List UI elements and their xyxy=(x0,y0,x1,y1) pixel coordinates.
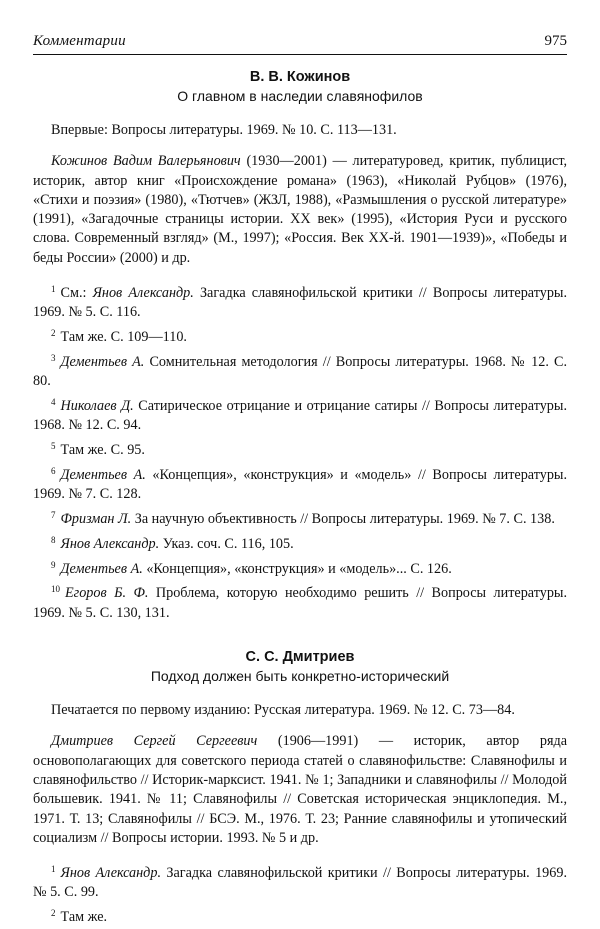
footnote-number: 9 xyxy=(51,559,56,570)
section-dmitriev xyxy=(33,649,567,927)
footnote-author: Янов Александр. xyxy=(60,535,160,552)
footnote-text: Сомнительная методология // Вопросы литературы. 1968. № 12. С. 80. xyxy=(33,353,568,390)
footnotes xyxy=(33,860,567,927)
footnote-text: Там же. С. 109—110. xyxy=(60,329,187,346)
section-author: С. С. Дмитриев xyxy=(245,649,355,666)
section-title: Подход должен быть конкретно-исторический xyxy=(150,668,450,685)
footnote-text: «Концепция», «конструкция» и «модель» // Вопросы литературы. 1969. № 7. С. 128. xyxy=(33,466,568,503)
footnote xyxy=(33,393,567,436)
footnote-text: Указ. соч. С. 116, 105. xyxy=(159,535,294,552)
footnote-text: Там же. С. 95. xyxy=(60,442,145,459)
footnote-author: Дементьев А. xyxy=(60,560,143,577)
footnote-author: Дементьев А. xyxy=(60,466,146,483)
footnote-author: Янов Александр. xyxy=(60,865,161,882)
footnote xyxy=(33,556,567,579)
footnote xyxy=(33,324,567,347)
footnote-author: Дементьев А. xyxy=(60,353,145,370)
footnote xyxy=(33,904,567,927)
footnote-number: 3 xyxy=(51,352,56,363)
footnote-number: 7 xyxy=(51,510,56,521)
section-author: В. В. Кожинов xyxy=(249,69,351,85)
footnote-number: 2 xyxy=(51,908,56,919)
section-title: О главном в наследии славянофилов xyxy=(177,88,423,104)
bio-name: Дмитриев Сергей Сергеевич xyxy=(51,733,258,750)
footnote xyxy=(33,860,567,903)
footnote-number: 8 xyxy=(51,534,56,545)
footnote-number: 10 xyxy=(51,584,60,595)
footnote xyxy=(33,580,567,623)
footnote xyxy=(33,506,567,529)
footnote xyxy=(33,531,567,554)
running-header-section: Комментарии xyxy=(33,33,126,49)
footnote xyxy=(33,349,567,392)
footnote-text: Проблема, которую необходимо решить // Вопросы литературы. 1969. № 5. С. 130, 131. xyxy=(33,585,568,621)
footnote-number: 4 xyxy=(51,397,56,408)
footnotes xyxy=(33,280,567,623)
author-bio xyxy=(33,152,567,268)
footnote-number: 2 xyxy=(51,328,56,339)
source-note: Печатается по первому изданию: Русская литература. 1969. № 12. С. 73—84. xyxy=(51,702,515,719)
running-header xyxy=(33,33,567,55)
footnote-author: Егоров Б. Ф. xyxy=(65,585,149,602)
footnote-number: 6 xyxy=(51,465,56,476)
footnote-number: 5 xyxy=(51,441,56,452)
footnote-author: Фризман Л. xyxy=(60,511,132,528)
bio-text: (1930—2001) — литературовед, критик, публицист, историк, автор книг «Происхождение романа» (1963), «Николай Рубцов» (1976), «Стихи и поэзия» (1980), «Тютчев» (ЖЗЛ, 1988), «Размышления о русской литературе» (1991), «Загадочные страницы истории. XX век» (1995), «История Руси и русского слова. Современный взгляд» (М., 1997); «Россия. Век XX-й. 1901—1939)», «Победы и беды России» (2000) и др. xyxy=(33,153,567,266)
footnote xyxy=(33,462,567,505)
footnote xyxy=(33,280,567,323)
footnote-author: Янов Александр. xyxy=(92,285,194,302)
bio-text: (1906—1991) — историк, автор ряда основополагающих для советского периода статей о славянофильстве: Славянофилы и славянофильство // Историк-марксист. 1941. № 1; Западники и славянофилы // Молодой большевик. 1941. № 11; Славянофилы // Советская историческая энциклопедия. М., 1971. Т. 13; Славянофилы // БСЭ. М., 1976. Т. 23; Ранние славянофилы и утопический социализм // Вопросы истории. 1993. № 5 и др. xyxy=(33,733,567,846)
footnote-author: Николаев Д. xyxy=(60,398,134,415)
page-number: 975 xyxy=(544,33,567,49)
footnote-text: За научную объективность // Вопросы литературы. 1969. № 7. С. 138. xyxy=(131,511,555,528)
footnote-text: Там же. xyxy=(60,909,108,926)
footnote xyxy=(33,437,567,460)
footnote-text: Сатирическое отрицание и отрицание сатиры // Вопросы литературы. 1968. № 12. С. 94. xyxy=(33,398,567,434)
author-bio xyxy=(33,732,567,848)
footnote-text: Загадка славянофильской критики // Вопросы литературы. 1969. № 5. С. 99. xyxy=(33,865,568,901)
footnote-text: Загадка славянофильской критики // Вопросы литературы. 1969. № 5. С. 116. xyxy=(33,285,567,321)
section-kozhinov xyxy=(33,69,567,623)
footnote-number: 1 xyxy=(51,284,56,295)
footnote-number: 1 xyxy=(51,864,56,875)
source-note: Впервые: Вопросы литературы. 1969. № 10. С. 113—131. xyxy=(51,122,397,138)
book-page xyxy=(33,33,567,929)
footnote-text: «Концепция», «конструкция» и «модель»... С. 126. xyxy=(142,560,452,577)
bio-name: Кожинов Вадим Валерьянович xyxy=(51,153,241,170)
footnote-prefix: См.: xyxy=(60,285,93,302)
